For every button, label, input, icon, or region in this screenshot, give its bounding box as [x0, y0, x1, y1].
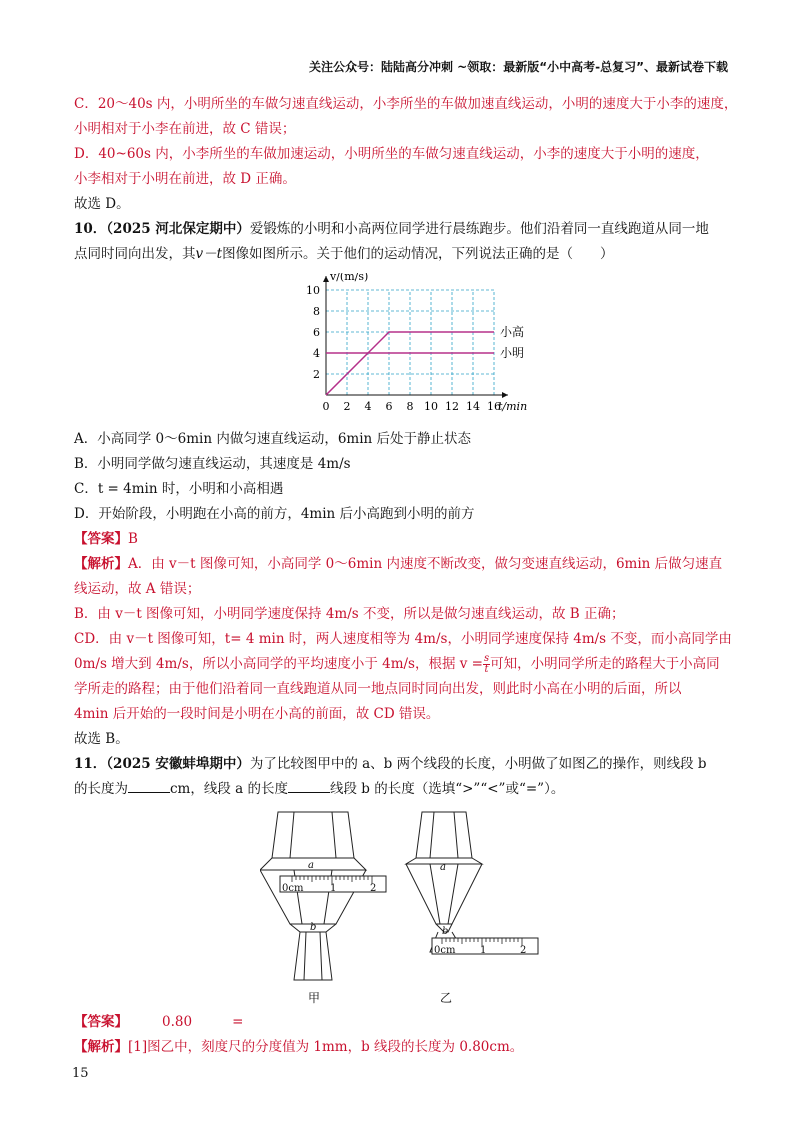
y-axis-label: v/(m/s): [330, 273, 369, 283]
y-tick-label-6: 6: [313, 326, 320, 339]
q10-answer-value: B: [128, 531, 138, 547]
prev-option-c-line1: C．20～40s 内，小明所坐的车做匀速直线运动，小李所坐的车做加速直线运动，小明的速度大于小李的速度，: [74, 96, 738, 112]
q10-conclusion: 故选 B。: [74, 731, 129, 747]
yi-label-a: a: [440, 862, 446, 873]
jia-ruler-2: 2: [370, 883, 377, 894]
x-tick-label-2: 2: [343, 400, 351, 413]
jia-ruler-0cm: 0cm: [282, 883, 304, 894]
yi-ruler-2: 2: [520, 945, 527, 956]
answer-blank-2: [288, 778, 330, 793]
x-tick-label-14: 14: [466, 400, 480, 413]
q10-analysis-cd3: 学所走的路程；由于他们沿着同一直线跑道从同一地点同时同向出发，则此时小高在小明的后面，所以: [74, 681, 682, 697]
y-tick-label-2: 2: [313, 368, 320, 381]
jia-label-a: a: [308, 860, 314, 871]
q10-stem2a: 点同时同向出发，其: [74, 246, 196, 262]
jia-ruler-1: 1: [330, 883, 337, 894]
q11-stem2a: 的长度为: [74, 781, 128, 797]
answer-blank-1: [128, 778, 170, 793]
figure-yi: [406, 812, 538, 954]
q10-analysis-cd4: 4min 后开始的一段时间是小明在小高的前面，故 CD 错误。: [74, 706, 440, 722]
q11-stem2b: cm，线段 a 的长度: [170, 781, 288, 797]
ruler-figure-svg: [260, 806, 580, 1006]
ruler-figure: [260, 806, 580, 1006]
page-number: 15: [72, 1066, 89, 1081]
yi-ruler-0cm: 0cm: [434, 945, 456, 956]
vt-chart-svg: [286, 273, 566, 423]
q10-option-d: D．开始阶段，小明跑在小高的前方，4min 后小高跑到小明的前方: [74, 506, 475, 522]
q11-answer-1: 0.80: [162, 1014, 193, 1030]
q10-stem2b: 图像如图所示。关于他们的运动情况，下列说法正确的是（ ）: [222, 246, 614, 262]
q10-analysis-a1-text: A．由 v－t 图像可知，小高同学 0～6min 内速度不断改变，做匀变速直线运动，6min 后做匀速直: [128, 556, 723, 572]
q11-answer-2: =: [232, 1014, 244, 1030]
q11-number: 11．: [74, 756, 107, 772]
y-tick-label-4: 4: [313, 347, 320, 360]
q10-analysis-label: 【解析】: [74, 556, 128, 572]
vt-chart: [286, 273, 566, 423]
q10-analysis-cd2: [74, 652, 734, 677]
q11-stem1: 为了比较图甲中的 a、b 两个线段的长度，小明做了如图乙的操作，则线段 b: [249, 756, 707, 772]
q10-stem-line2: [74, 242, 734, 267]
q11-analysis: [74, 1035, 734, 1060]
prev-option-c-line2: 小明相对于小李在前进，故 C 错误；: [74, 121, 296, 137]
x-tick-label-4: 4: [364, 400, 372, 413]
fraction-numerator: s: [484, 653, 490, 664]
q11-stem-line1: [74, 752, 734, 777]
q11-stem2c: 线段 b 的长度（选填“>”“<”或“=”）。: [330, 781, 565, 797]
y-tick-label-10: 10: [306, 284, 320, 297]
q11-answer: [74, 1010, 734, 1035]
page-header: 关注公众号：陆陆高分冲刺 ~领取：最新版“小中高考-总复习”、最新试卷下载: [309, 60, 728, 74]
x-tick-label-0: 0: [322, 400, 330, 413]
series-label-1: 小明: [500, 346, 525, 360]
q10-stem1: 爱锻炼的小明和小高两位同学进行晨练跑步。他们沿着同一直线跑道从同一地: [249, 221, 709, 237]
figure-caption-yi: 乙: [440, 991, 453, 1005]
q10-answer: [74, 527, 734, 552]
yi-label-b: b: [442, 926, 449, 937]
jia-label-b: b: [310, 922, 317, 933]
y-tick-label-8: 8: [313, 305, 320, 318]
q11-analysis-label: 【解析】: [74, 1039, 128, 1055]
x-axis-arrow: [502, 392, 508, 398]
x-tick-label-6: 6: [385, 400, 393, 413]
yi-mid: [406, 864, 482, 924]
q10-vt: v－t: [195, 246, 223, 262]
series-label-0: 小高: [500, 325, 525, 339]
q10-analysis-b: B．由 v－t 图像可知，小明同学速度保持 4m/s 不变，所以是做匀速直线运动，故 B 正确；: [74, 606, 625, 622]
q11-source: （2025 安徽蚌埠期中）: [106, 756, 250, 772]
q10-analysis-cd2a: 0m/s 增大到 4m/s，所以小高同学的平均速度小于 4m/s，根据 v =: [74, 656, 483, 672]
figure-jia: [260, 812, 386, 980]
y-axis-arrow: [323, 276, 329, 282]
yi-ruler-1: 1: [480, 945, 487, 956]
x-tick-label-10: 10: [424, 400, 438, 413]
q10-stem-line1: [74, 217, 734, 242]
q10-analysis-a2: 线运动，故 A 错误；: [74, 581, 201, 597]
q10-analysis-cd1: CD．由 v－t 图像可知，t= 4 min 时，两人速度相等为 4m/s，小明同学速度保持 4m/s 不变，而小高同学由: [74, 631, 732, 647]
q10-number: 10．: [74, 221, 107, 237]
jia-bottom: [294, 932, 332, 980]
page-content: [74, 92, 738, 1060]
q10-source: （2025 河北保定期中）: [106, 221, 250, 237]
q11-answer-label: 【答案】: [74, 1014, 128, 1030]
x-tick-label-12: 12: [445, 400, 459, 413]
fraction-denominator: t: [484, 664, 489, 675]
x-tick-label-16: 16: [487, 400, 501, 413]
q11-analysis-text: [1]图乙中，刻度尺的分度值为 1mm，b 线段的长度为 0.80cm。: [128, 1039, 524, 1055]
q10-answer-label: 【答案】: [74, 531, 128, 547]
q10-option-b: B．小明同学做匀速直线运动，其速度是 4m/s: [74, 456, 351, 472]
q10-option-a: A．小高同学 0～6min 内做匀速直线运动，6min 后处于静止状态: [74, 431, 472, 447]
prev-conclusion: 故选 D。: [74, 196, 130, 212]
prev-option-d-line2: 小李相对于小明在前进，故 D 正确。: [74, 171, 296, 187]
jia-top-trapezoid: [272, 812, 354, 858]
figure-caption-jia: 甲: [308, 991, 321, 1005]
prev-option-d-line1: D．40~60s 内，小李所坐的车做加速运动，小明所坐的车做匀速直线运动，小李的速度大于小明的速度，: [74, 146, 709, 162]
q11-stem-line2: [74, 777, 734, 802]
x-axis-label: t/min: [498, 400, 528, 413]
q10-option-c: C．t = 4min 时，小明和小高相遇: [74, 481, 284, 497]
x-tick-label-8: 8: [406, 400, 414, 413]
yi-top: [416, 812, 472, 858]
q10-analysis-cd2b: 可知，小明同学所走的路程大于小高同: [490, 656, 720, 672]
q10-analysis-a1: [74, 552, 734, 577]
